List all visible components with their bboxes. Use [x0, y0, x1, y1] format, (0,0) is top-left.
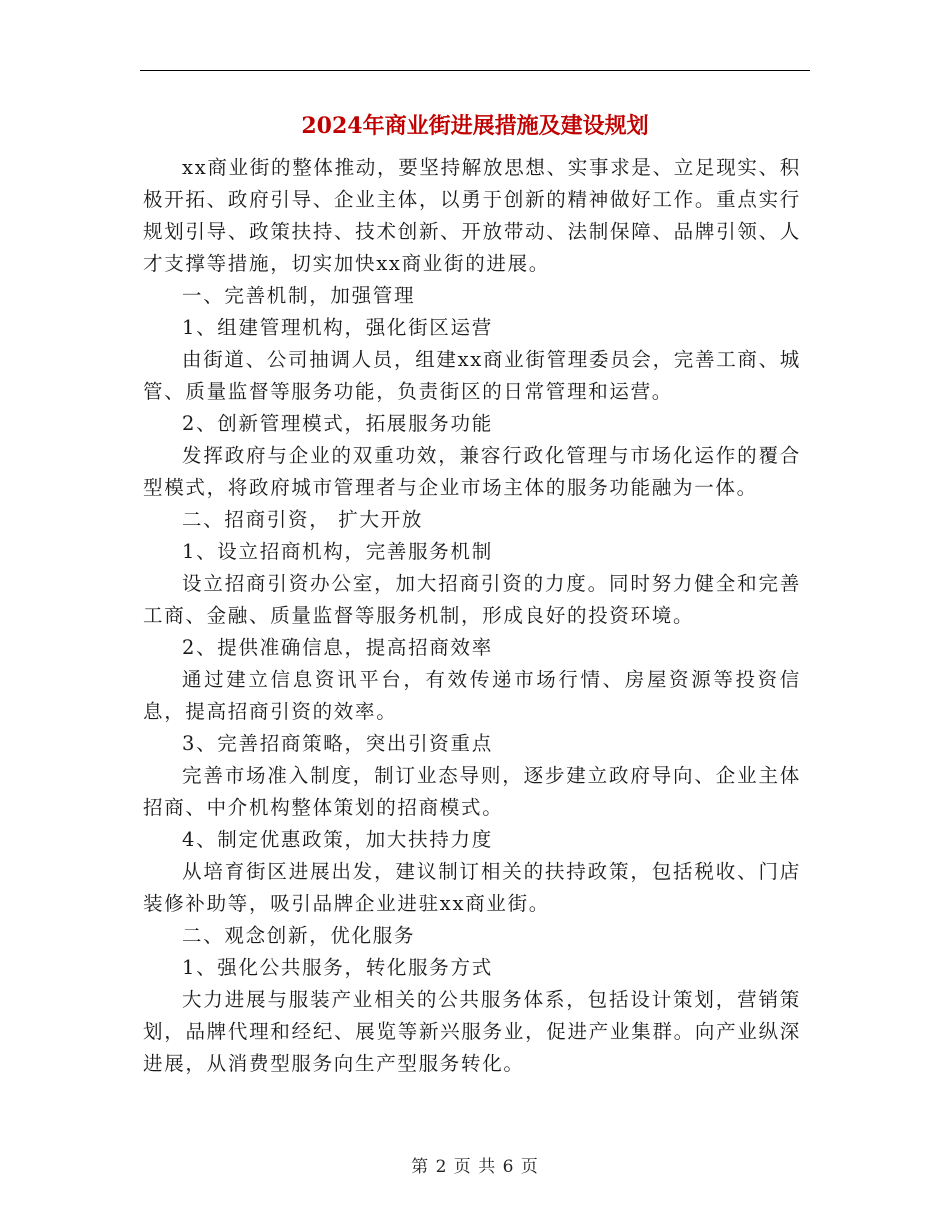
- section-heading: 2、提供准确信息，提高招商效率: [182, 636, 493, 659]
- body-paragraph: 完善市场准入制度，制订业态导则，逐步建立政府导向、企业主体招商、中介机构整体策划的招商模式。: [143, 764, 801, 819]
- section-heading: 1、组建管理机构，强化街区运营: [182, 316, 493, 339]
- body-paragraph: 设立招商引资办公室，加大招商引资的力度。同时努力健全和完善工商、金融、质量监督等服务机制，形成良好的投资环境。: [143, 572, 801, 627]
- body-paragraph: 由街道、公司抽调人员，组建xx商业街管理委员会，完善工商、城管、质量监督等服务功能，负责街区的日常管理和运营。: [143, 348, 801, 403]
- section-heading: 一、完善机制，加强管理: [182, 284, 416, 307]
- body-paragraph: 大力进展与服装产业相关的公共服务体系，包括设计策划，营销策划，品牌代理和经纪、展览等新兴服务业，促进产业集群。向产业纵深进展，从消费型服务向生产型服务转化。: [143, 988, 801, 1075]
- body-paragraph: 从培育街区进展出发，建议制订相关的扶持政策，包括税收、门店装修补助等，吸引品牌企业进驻xx商业街。: [143, 860, 801, 915]
- document-title: 2024年商业街进展措施及建设规划: [301, 113, 649, 139]
- body-paragraph: 通过建立信息资讯平台，有效传递市场行情、房屋资源等投资信息，提高招商引资的效率。: [143, 668, 801, 723]
- section-heading: 1、设立招商机构，完善服务机制: [182, 540, 493, 563]
- section-heading: 4、制定优惠政策，加大扶持力度: [182, 828, 493, 851]
- section-heading: 3、完善招商策略，突出引资重点: [182, 732, 493, 755]
- page-number-footer: 第 2 页 共 6 页: [411, 1157, 539, 1177]
- section-heading: 二、观念创新，优化服务: [182, 924, 416, 947]
- section-heading: 二、招商引资， 扩大开放: [182, 508, 424, 531]
- document-body: [143, 152, 801, 1080]
- body-paragraph: xx商业街的整体推动，要坚持解放思想、实事求是、立足现实、积极开拓、政府引导、企业主体，以勇于创新的精神做好工作。重点实行规划引导、政策扶持、技术创新、开放带动、法制保障、品牌引领、人才支撑等措施，切实加快xx商业街的进展。: [143, 156, 801, 275]
- section-heading: 1、强化公共服务，转化服务方式: [182, 956, 493, 979]
- section-heading: 2、创新管理模式，拓展服务功能: [182, 412, 493, 435]
- body-paragraph: 发挥政府与企业的双重功效，兼容行政化管理与市场化运作的覆合型模式，将政府城市管理者与企业市场主体的服务功能融为一体。: [143, 444, 801, 499]
- header-rule: [140, 70, 810, 71]
